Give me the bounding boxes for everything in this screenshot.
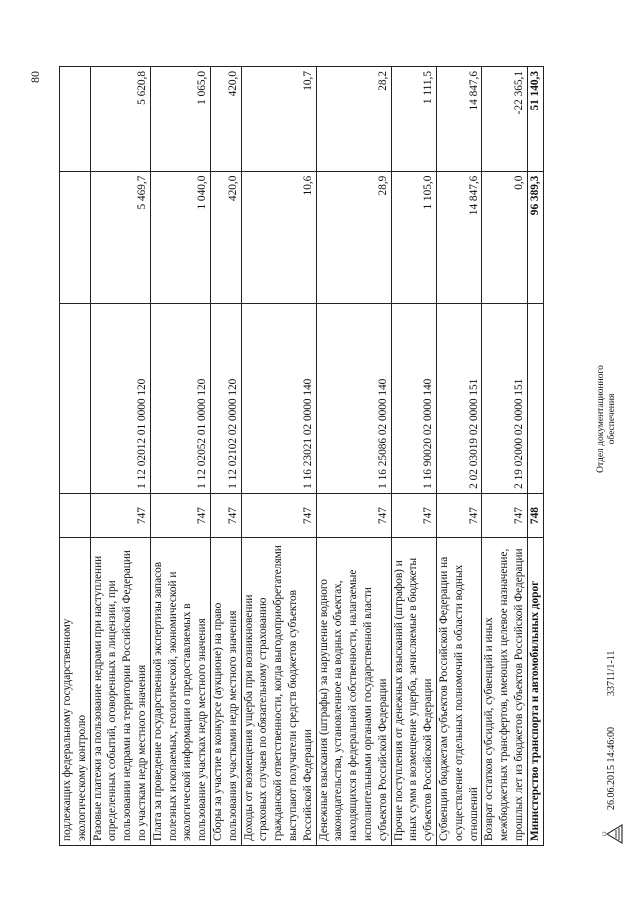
row-desc: Возврат остатков субсидий, субвенций и иных межбюджетных трансфертов, имеющих целевое назначение, прошлых лет из бюджетов субъектов Российской Федерации: [482, 538, 527, 846]
row-value-1: [60, 171, 91, 304]
row-desc: Прочие поступления от денежных взысканий (штрафов) и иных сумм в возмещение ущерба, зачисляемые в бюджеты субъектов Российской Федерации: [391, 538, 436, 846]
row-code: 747: [90, 493, 150, 538]
row-desc: Субвенции бюджетам субъектов Российской Федерации на осуществление отдельных полномочий в области водных отношений: [436, 538, 481, 846]
row-value-2: 420,0: [210, 67, 241, 172]
footer: [594, 66, 634, 846]
stamp-number: 13: [602, 831, 607, 837]
row-kbk: 1 16 25086 02 0000 140: [316, 304, 391, 494]
table-body: [60, 67, 544, 846]
row-kbk: 2 02 03019 02 0000 151: [436, 304, 481, 494]
total-desc: Министерство транспорта и автомобильных дорог: [527, 538, 543, 846]
row-code: 747: [210, 493, 241, 538]
row-value-1: 1 040,0: [150, 171, 210, 304]
page-number: 80: [28, 71, 42, 83]
row-code: [60, 493, 91, 538]
row-value-1: 10,6: [241, 171, 316, 304]
row-value-1: 5 469,7: [90, 171, 150, 304]
row-value-2: 14 847,6: [436, 67, 481, 172]
row-value-1: 420,0: [210, 171, 241, 304]
row-value-1: 28,9: [316, 171, 391, 304]
row-kbk: 1 16 90020 02 0000 140: [391, 304, 436, 494]
row-code: 747: [316, 493, 391, 538]
row-desc: Плата за проведение государственной экспертизы запасов полезных ископаемых, геологической, экономической и экологической информации о предоставляемых в пользование участках недр местного значения: [150, 538, 210, 846]
table-row: [436, 67, 481, 846]
row-code: 747: [241, 493, 316, 538]
table-row: [391, 67, 436, 846]
row-value-2: 28,2: [316, 67, 391, 172]
row-kbk: [60, 304, 91, 494]
row-value-2: 10,7: [241, 67, 316, 172]
revenue-table: [59, 66, 544, 846]
table-row: [60, 67, 91, 846]
row-kbk: 1 12 02052 01 0000 120: [150, 304, 210, 494]
row-kbk: 1 16 23021 02 0000 140: [241, 304, 316, 494]
table-row: [210, 67, 241, 846]
row-value-2: 1 065,0: [150, 67, 210, 172]
table-row: [90, 67, 150, 846]
print-datetime: 26.06.2015 14:46:00: [606, 726, 617, 810]
row-kbk: 2 19 02000 02 0000 151: [482, 304, 527, 494]
table-row: [316, 67, 391, 846]
row-value-2: [60, 67, 91, 172]
row-code: 747: [436, 493, 481, 538]
row-desc: Доходы от возмещения ущерба при возникновении страховых случаев по обязательному страхованию гражданской ответственности, когда выгодоприобретателями выступают получатели средств бюджетов субъектов Российской Федерации: [241, 538, 316, 846]
row-desc: подлежащих федеральному государственному экологическому контролю: [60, 538, 91, 846]
row-value-2: 1 111,5: [391, 67, 436, 172]
row-desc: Денежные взыскания (штрафы) за нарушение водного законодательства, установленное на водных объектах, находящихся в федеральной собственности, налагаемые исполнительными органами государственной власти субъектов Российской Федерации: [316, 538, 391, 846]
table-row: [482, 67, 527, 846]
row-value-1: 0,0: [482, 171, 527, 304]
table-row: [150, 67, 210, 846]
row-desc: Сборы за участие в конкурсе (аукционе) на право пользования участками недр местного значения: [210, 538, 241, 846]
total-row: [527, 67, 543, 846]
row-code: 747: [482, 493, 527, 538]
total-code: 748: [527, 493, 543, 538]
row-kbk: 1 12 02102 02 0000 120: [210, 304, 241, 494]
department-stamp: Отдел документационного обеспечения: [596, 365, 617, 473]
stamp-logo-icon: [602, 822, 626, 846]
row-value-1: 1 105,0: [391, 171, 436, 304]
total-value-1: 96 389,3: [527, 171, 543, 304]
document-code: 33711/1-11: [606, 650, 617, 696]
row-code: 747: [391, 493, 436, 538]
total-kbk: [527, 304, 543, 494]
row-value-1: 14 847,6: [436, 171, 481, 304]
total-value-2: 51 140,3: [527, 67, 543, 172]
row-kbk: 1 12 02012 01 0000 120: [90, 304, 150, 494]
row-value-2: 5 620,8: [90, 67, 150, 172]
row-code: 747: [150, 493, 210, 538]
row-value-2: -22 365,1: [482, 67, 527, 172]
table-row: [241, 67, 316, 846]
row-desc: Разовые платежи за пользование недрами при наступлении определенных событий, оговоренных в лицензии, при пользовании недрами на территории Российской Федерации по участкам недр местного значения: [90, 538, 150, 846]
